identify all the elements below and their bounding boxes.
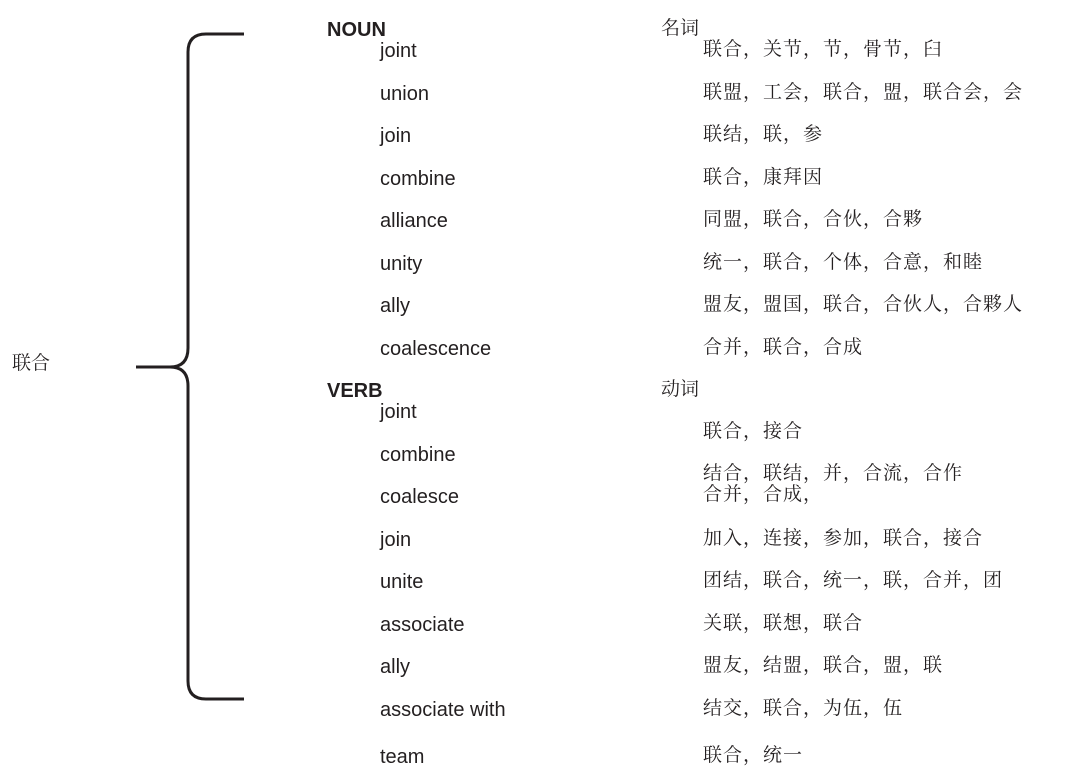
noun-term: joint (380, 40, 417, 62)
noun-term: join (380, 125, 412, 147)
verb-term: unite (380, 571, 424, 593)
verb-translation: 盟友，结盟，联合，盟，联 (703, 654, 944, 676)
noun-term: alliance (380, 210, 448, 232)
pos-noun-label: NOUN (327, 19, 386, 41)
verb-translation: 联合，接合 (703, 420, 804, 442)
verb-translation: 结合，联结，并，合流，合作 (703, 462, 964, 484)
verb-term: team (380, 746, 425, 768)
pos-noun-label-zh: 名词 (661, 17, 700, 39)
verb-translation: 加入，连接，参加，联合，接合 (703, 527, 984, 549)
noun-translation: 联结，联，参 (703, 123, 824, 145)
verb-translation: 关联，联想，联合 (703, 612, 864, 634)
verb-translation: 结交，联合，为伍，伍 (703, 697, 904, 719)
noun-term: union (380, 83, 429, 105)
verb-term: join (380, 529, 412, 551)
verb-term: coalesce (380, 486, 459, 508)
pos-verb-label: VERB (327, 380, 383, 402)
verb-term: associate with (380, 699, 506, 721)
brace-path (136, 34, 244, 699)
noun-translation: 合并，联合，合成 (703, 336, 864, 358)
verb-term: ally (380, 656, 411, 678)
verb-term: combine (380, 444, 456, 466)
noun-term: unity (380, 253, 423, 275)
pos-verb-label-zh: 动词 (661, 378, 700, 400)
noun-term: ally (380, 295, 411, 317)
noun-translation: 联合，关节，节，骨节，臼 (703, 38, 944, 60)
root-term: 联合 (12, 352, 51, 374)
verb-term: joint (380, 401, 417, 423)
noun-term: combine (380, 168, 456, 190)
verb-term: associate (380, 614, 465, 636)
noun-translation: 盟友，盟国，联合，合伙人，合夥人 (703, 293, 1024, 315)
noun-translation: 联合，康拜因 (703, 166, 824, 188)
verb-translation: 联合，统一 (703, 744, 804, 766)
verb-translation: 团结，联合，统一，联，合并，团 (703, 569, 1004, 591)
noun-translation: 联盟，工会，联合，盟，联合会，会 (703, 81, 1024, 103)
verb-translation: 合并，合成， (703, 483, 824, 505)
noun-term: coalescence (380, 338, 492, 360)
noun-translation: 统一，联合，个体，合意，和睦 (703, 251, 984, 273)
noun-translation: 同盟，联合，合伙，合夥 (703, 208, 924, 230)
